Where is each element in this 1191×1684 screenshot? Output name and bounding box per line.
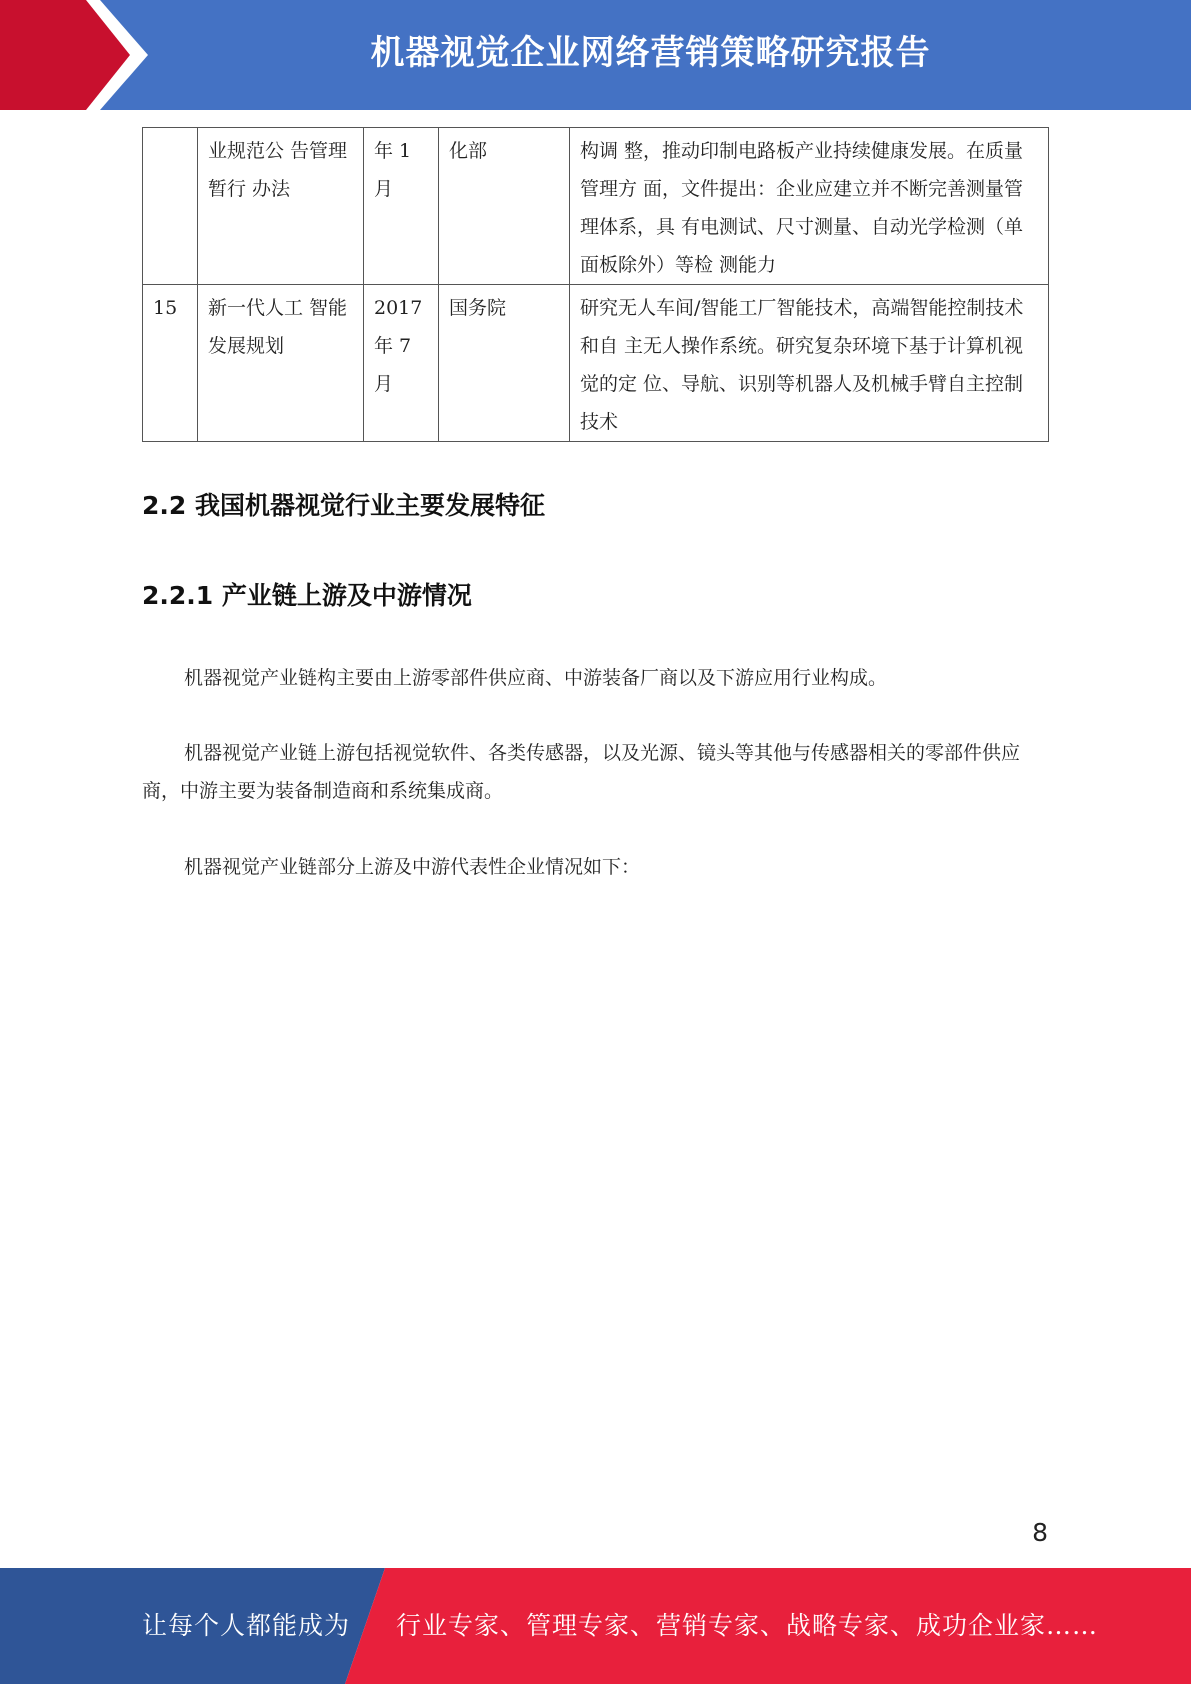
subsection-heading: 2.2.1 产业链上游及中游情况 [142,581,472,610]
table-cell-name: 新一代人工 智能发展规划 [198,285,364,442]
table-cell-content: 研究无人车间/智能工厂智能技术，高端智能控制技术和自 主无人操作系统。研究复杂环境下基于计算机视觉的定 位、导航、识别等机器人及机械手臂自主控制技术 [570,285,1049,442]
page-header [0,0,1191,110]
page-footer [0,1568,1191,1684]
section-heading: 2.2 我国机器视觉行业主要发展特征 [142,491,545,520]
table-cell-dept: 化部 [439,128,570,285]
table-cell-date: 2017 年 7 月 [364,285,439,442]
body-paragraph: 机器视觉产业链构主要由上游零部件供应商、中游装备厂商以及下游应用行业构成。 [184,667,888,689]
table-cell-no: 15 [143,285,198,442]
table-cell-dept: 国务院 [439,285,570,442]
body-paragraph: 机器视觉产业链部分上游及中游代表性企业情况如下： [184,856,641,878]
table-cell-content: 构调 整，推动印制电路板产业持续健康发展。在质量管理方 面，文件提出：企业应建立并不断完善测量管理体系，具 有电测试、尺寸测量、自动光学检测（单面板除外）等检 测能力 [570,128,1049,285]
footer-slogan-right: 行业专家、管理专家、营销专家、战略专家、成功企业家…… [396,1611,1099,1640]
table-row [143,285,1049,442]
table-cell-date: 年 1 月 [364,128,439,285]
table-cell-name: 业规范公 告管理暂行 办法 [198,128,364,285]
footer-slogan-left: 让每个人都能成为 [142,1611,351,1640]
table-row [143,128,1049,285]
page-number: 8 [1032,1518,1048,1547]
table-cell-no [143,128,198,285]
chevron-arrow-icon [0,0,160,110]
body-paragraph: 机器视觉产业链上游包括视觉软件、各类传感器，以及光源、镜头等其他与传感器相关的零部件供应商，中游主要为装备制造商和系统集成商。 [142,742,1021,802]
report-title: 机器视觉企业网络营销策略研究报告 [370,33,931,73]
policy-table [142,127,1049,442]
